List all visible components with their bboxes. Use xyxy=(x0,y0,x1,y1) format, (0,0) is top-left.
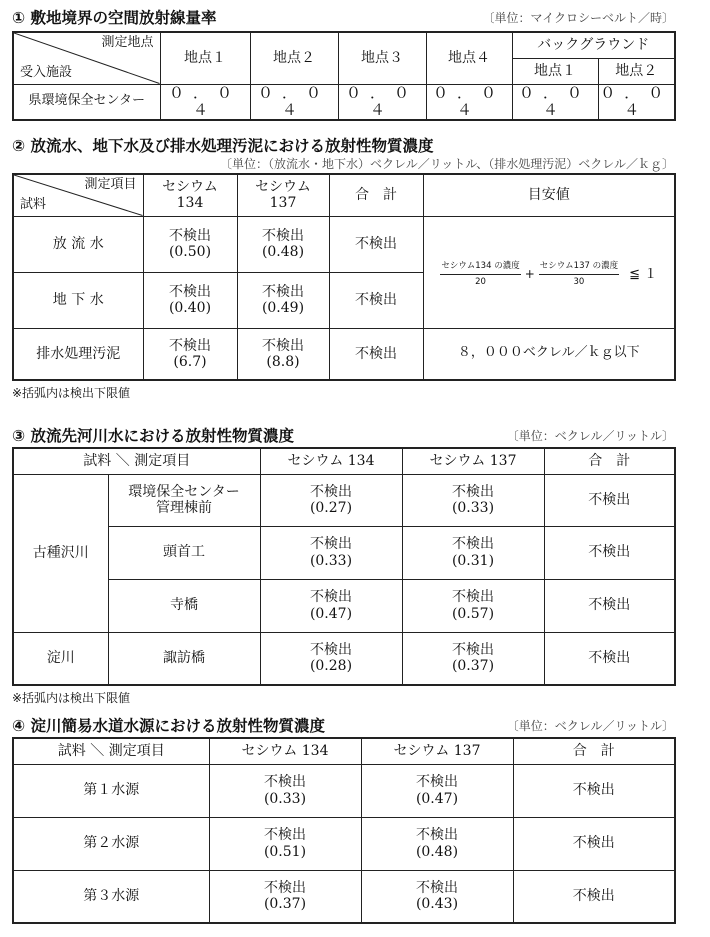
sludge-guide-cell: ８，０００ベクレル／ｋｇ以下 xyxy=(423,328,675,380)
site-line: 環境保全センター xyxy=(128,483,240,500)
total-cell: 不検出 xyxy=(329,216,423,272)
cs137-cell xyxy=(237,216,329,272)
dose-value: ０．０４ xyxy=(598,84,675,120)
section-2-unit: 〔単位：（放流水・地下水）ベクレル／リットル、（排水処理汚泥）ベクレル／ｋｇ〕 xyxy=(220,157,674,171)
detection-limit: (0.37) xyxy=(263,896,307,913)
result-text: 不検出 xyxy=(264,827,306,844)
river-name: 淀川 xyxy=(13,632,108,685)
footnote: ※括弧内は検出下限値 xyxy=(12,386,131,400)
total-cell: 不検出 xyxy=(544,474,675,526)
river-name: 古種沢川 xyxy=(13,474,108,632)
cs134-header: セシウム 134 xyxy=(260,448,402,474)
cs134-label: セシウム xyxy=(162,179,218,196)
cs137-header xyxy=(237,174,329,216)
cs137-cell xyxy=(361,870,513,923)
sample-item-header: 試料 ＼ 測定項目 xyxy=(13,448,260,474)
detection-limit: (6.7) xyxy=(173,353,207,370)
air-dose-table xyxy=(12,31,676,121)
result-text: 不検出 xyxy=(264,774,306,791)
result-text: 不検出 xyxy=(310,589,352,606)
cs137-header: セシウム 137 xyxy=(402,448,544,474)
cs134-header xyxy=(143,174,237,216)
cs134-header: セシウム 134 xyxy=(209,738,361,764)
point-header: 地点１ xyxy=(160,32,250,84)
cs137-cell xyxy=(402,474,544,526)
site-name: 頭首工 xyxy=(108,526,260,579)
corner-top-label: 測定地点 xyxy=(101,35,154,50)
cs134-cell xyxy=(260,474,402,526)
cs137-cell xyxy=(402,632,544,685)
cs134-cell xyxy=(260,632,402,685)
formula-le: ≦ １ xyxy=(629,266,658,282)
formula-denominator-2: 30 xyxy=(573,277,585,287)
point-header: 地点２ xyxy=(250,32,338,84)
bg-point-header: 地点１ xyxy=(512,58,598,84)
dose-value: ０．０４ xyxy=(250,84,338,120)
cs134-number: 134 xyxy=(176,195,204,212)
corner-header xyxy=(13,32,160,84)
sample-name: 放 流 水 xyxy=(13,216,143,272)
result-text: 不検出 xyxy=(169,283,211,300)
dose-value: ０．０４ xyxy=(338,84,426,120)
total-cell: 不検出 xyxy=(544,632,675,685)
section-2-title: ② 放流水、地下水及び排水処理汚泥における放射性物質濃度 xyxy=(12,137,434,155)
water-source-table xyxy=(12,737,676,924)
total-cell: 不検出 xyxy=(513,817,675,870)
total-header: 合 計 xyxy=(544,448,675,474)
detection-limit: (0.33) xyxy=(309,552,353,569)
point-header: 地点３ xyxy=(338,32,426,84)
cs137-cell xyxy=(237,328,329,380)
footnote: ※括弧内は検出下限値 xyxy=(12,691,131,705)
detection-limit: (0.48) xyxy=(415,843,459,860)
dose-value: ０．０４ xyxy=(512,84,598,120)
cs134-cell xyxy=(209,870,361,923)
result-text: 不検出 xyxy=(262,283,304,300)
corner-header xyxy=(13,174,143,216)
detection-limit: (0.57) xyxy=(451,605,495,622)
cs137-label: セシウム xyxy=(255,179,311,196)
detection-limit: (8.8) xyxy=(266,353,300,370)
dose-value: ０．０４ xyxy=(160,84,250,120)
total-cell: 不検出 xyxy=(513,764,675,817)
formula-plus: + xyxy=(524,267,535,282)
detection-limit: (0.48) xyxy=(261,244,305,260)
total-cell: 不検出 xyxy=(329,328,423,380)
result-text: 不検出 xyxy=(310,483,352,500)
formula-numerator-1: セシウム134 の濃度 xyxy=(440,262,520,275)
dose-value: ０．０４ xyxy=(426,84,512,120)
total-header: 合 計 xyxy=(329,174,423,216)
result-text: 不検出 xyxy=(169,227,211,244)
cs134-cell xyxy=(260,526,402,579)
facility-name: 県環境保全センター xyxy=(13,84,160,120)
result-text: 不検出 xyxy=(416,880,458,897)
corner-bottom-label: 試料 xyxy=(20,196,47,212)
cs134-cell xyxy=(260,579,402,632)
detection-limit: (0.43) xyxy=(415,896,459,913)
cs137-header: セシウム 137 xyxy=(361,738,513,764)
cs137-cell xyxy=(361,817,513,870)
detection-limit: (0.31) xyxy=(451,552,495,569)
section-3 xyxy=(12,424,674,706)
cs134-cell xyxy=(143,328,237,380)
corner-top-label: 測定項目 xyxy=(84,177,137,192)
sample-name: 地 下 水 xyxy=(13,272,143,328)
formula-denominator-1: 20 xyxy=(475,277,486,287)
sample-item-header: 試料 ＼ 測定項目 xyxy=(13,738,209,764)
cs134-cell xyxy=(209,817,361,870)
site-name: 諏訪橋 xyxy=(108,632,260,685)
total-cell: 不検出 xyxy=(513,870,675,923)
site-name xyxy=(108,474,260,526)
result-text: 不検出 xyxy=(452,589,494,606)
detection-limit: (0.47) xyxy=(309,605,353,622)
cs137-cell xyxy=(402,579,544,632)
bg-point-header: 地点２ xyxy=(598,58,675,84)
cs137-cell xyxy=(237,272,329,328)
detection-limit: (0.37) xyxy=(451,658,495,675)
cs137-number: 137 xyxy=(269,195,297,212)
result-text: 不検出 xyxy=(452,642,494,659)
detection-limit: (0.28) xyxy=(309,658,353,675)
section-4-title: ④ 淀川簡易水道水源における放射性物質濃度 xyxy=(12,717,326,735)
total-cell: 不検出 xyxy=(544,526,675,579)
river-table xyxy=(12,447,676,686)
source-name: 第２水源 xyxy=(13,817,209,870)
detection-limit: (0.49) xyxy=(261,300,305,316)
section-3-title: ③ 放流先河川水における放射性物質濃度 xyxy=(12,427,295,445)
detection-limit: (0.51) xyxy=(263,843,307,860)
result-text: 不検出 xyxy=(262,337,304,354)
detection-limit: (0.47) xyxy=(415,790,459,807)
guide-formula xyxy=(440,262,657,288)
cs137-cell xyxy=(361,764,513,817)
section-1-unit: 〔単位：マイクロシーベルト／時〕 xyxy=(482,11,674,25)
total-cell: 不検出 xyxy=(329,272,423,328)
result-text: 不検出 xyxy=(452,536,494,553)
detection-limit: (0.33) xyxy=(451,500,495,516)
section-4-unit: 〔単位：ベクレル／リットル〕 xyxy=(506,719,674,733)
point-header: 地点４ xyxy=(426,32,512,84)
guide-header: 目安値 xyxy=(423,174,675,216)
water-sludge-table xyxy=(12,173,676,381)
section-1-title: ① 敷地境界の空間放射線量率 xyxy=(12,9,217,27)
cs134-cell xyxy=(143,216,237,272)
guide-formula-cell xyxy=(423,216,675,328)
background-header: バックグラウンド xyxy=(512,32,675,58)
formula-numerator-2: セシウム137 の濃度 xyxy=(539,262,619,275)
result-text: 不検出 xyxy=(416,774,458,791)
detection-limit: (0.27) xyxy=(309,500,353,516)
cs134-cell xyxy=(143,272,237,328)
corner-bottom-label: 受入施設 xyxy=(20,64,73,80)
source-name: 第１水源 xyxy=(13,764,209,817)
sample-name: 排水処理汚泥 xyxy=(13,328,143,380)
result-text: 不検出 xyxy=(452,483,494,500)
result-text: 不検出 xyxy=(310,642,352,659)
cs137-cell xyxy=(402,526,544,579)
site-name: 寺橋 xyxy=(108,579,260,632)
section-2 xyxy=(12,134,674,401)
detection-limit: (0.50) xyxy=(168,244,212,260)
section-4 xyxy=(12,714,674,924)
site-line: 管理棟前 xyxy=(156,500,212,516)
result-text: 不検出 xyxy=(262,227,304,244)
result-text: 不検出 xyxy=(264,880,306,897)
total-cell: 不検出 xyxy=(544,579,675,632)
detection-limit: (0.33) xyxy=(263,790,307,807)
result-text: 不検出 xyxy=(416,827,458,844)
cs134-cell xyxy=(209,764,361,817)
total-header: 合 計 xyxy=(513,738,675,764)
result-text: 不検出 xyxy=(169,337,211,354)
section-1 xyxy=(12,6,674,121)
section-3-unit: 〔単位：ベクレル／リットル〕 xyxy=(506,429,674,443)
detection-limit: (0.40) xyxy=(168,300,212,316)
source-name: 第３水源 xyxy=(13,870,209,923)
result-text: 不検出 xyxy=(310,536,352,553)
